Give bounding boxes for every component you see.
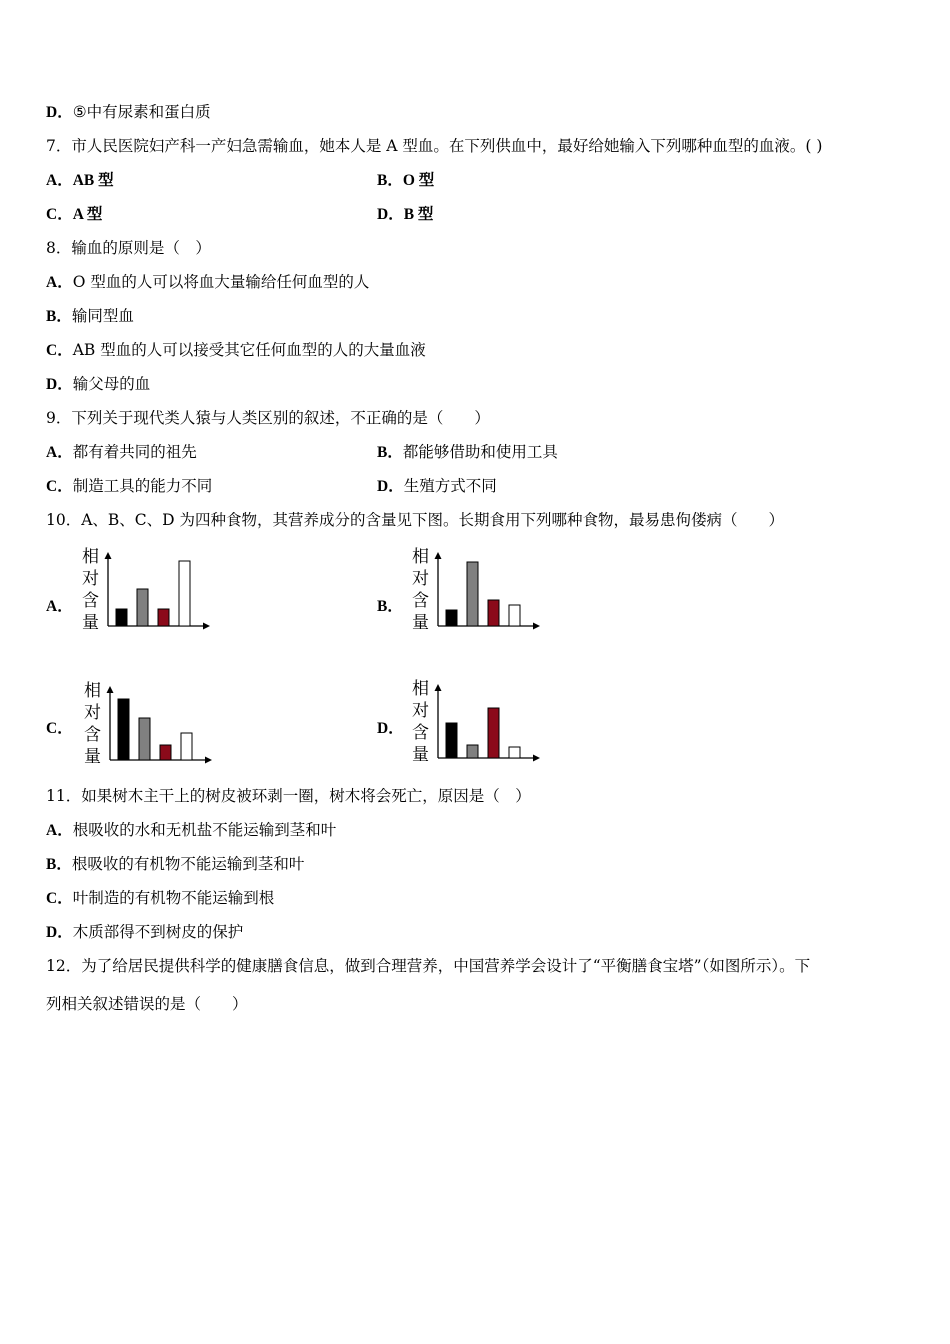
option-text: 制造工具的能力不同 — [72, 477, 213, 495]
option-text: 木质部得不到树皮的保护 — [72, 923, 244, 941]
axis-label-char: 对 — [84, 703, 101, 723]
bar-4 — [181, 733, 192, 760]
bar-4 — [509, 747, 520, 758]
y-axis-arrow — [105, 552, 112, 559]
option-text: ⑤中有尿素和蛋白质 — [72, 103, 211, 121]
bar-2 — [139, 718, 150, 760]
axis-label-char: 对 — [412, 569, 429, 589]
y-axis-arrow — [435, 552, 442, 559]
option-label: B． — [377, 172, 403, 189]
axis-label-char: 量 — [412, 745, 429, 765]
option-text: 生殖方式不同 — [403, 477, 497, 495]
axis-label-char: 相 — [412, 679, 429, 699]
option-text: B 型 — [403, 206, 434, 223]
bar-chart — [408, 678, 548, 766]
option-text: AB 型 — [72, 172, 114, 189]
q9-option-b — [377, 442, 558, 463]
axis-label-char: 含 — [412, 591, 429, 611]
q9-option-d — [377, 476, 497, 497]
option-text: 根吸收的水和无机盐不能运输到茎和叶 — [72, 821, 337, 839]
option-label: B． — [46, 308, 72, 325]
bar-chart — [78, 546, 218, 634]
axis-label-char: 含 — [84, 725, 101, 745]
chart-option-label-c: C． — [46, 720, 73, 737]
chart-a — [78, 546, 218, 638]
axis-label-char: 相 — [412, 547, 429, 567]
q8-stem: 8．输血的原则是（ ） — [46, 239, 211, 257]
q7-stem: 7．市人民医院妇产科一产妇急需输血，她本人是 A 型血。在下列供血中，最好给她输入下列哪种血型的血液。( ) — [46, 137, 823, 155]
chart-option-label-a: A． — [46, 598, 73, 615]
option-label: C． — [46, 342, 73, 359]
axis-label-char: 量 — [82, 613, 99, 633]
q11-option-d — [46, 922, 243, 943]
bar-4 — [509, 605, 520, 626]
option-label: D． — [377, 478, 404, 495]
option-label: B． — [377, 444, 403, 461]
bar-3 — [488, 600, 499, 626]
axis-label-char: 量 — [84, 747, 101, 767]
option-label: A． — [46, 172, 73, 189]
bar-3 — [158, 609, 169, 626]
option-label: D． — [46, 376, 73, 393]
axis-label-char: 含 — [82, 591, 99, 611]
chart-d — [408, 678, 548, 770]
chart-option-label-d: D． — [377, 720, 404, 737]
bar-1 — [446, 610, 457, 626]
y-axis-arrow — [435, 684, 442, 691]
q11-option-c — [46, 888, 274, 909]
axis-label-char: 对 — [412, 701, 429, 721]
option-text: 输父母的血 — [72, 375, 151, 393]
chart-c — [80, 680, 220, 772]
axis-label-char: 量 — [412, 613, 429, 633]
bar-chart — [80, 680, 220, 768]
option-label: C． — [46, 206, 73, 223]
bar-1 — [118, 699, 129, 760]
q7-option-a — [46, 170, 114, 191]
chart-option-label-b: B． — [377, 598, 403, 615]
q9-stem: 9．下列关于现代类人猿与人类区别的叙述，不正确的是（ ） — [46, 409, 490, 427]
bar-4 — [179, 561, 190, 626]
option-label: B． — [46, 856, 72, 873]
option-text: 叶制造的有机物不能运输到根 — [72, 889, 275, 907]
axis-label-char: 相 — [82, 547, 99, 567]
option-label: A． — [46, 822, 73, 839]
option-label: D． — [377, 206, 404, 223]
q10-stem: 10．A、B、C、D 为四种食物，其营养成分的含量见下图。长期食用下列哪种食物，最易患佝偻病（ ） — [46, 511, 785, 529]
axis-label-char: 含 — [412, 723, 429, 743]
bar-1 — [446, 723, 457, 758]
bar-1 — [116, 609, 127, 626]
x-axis-arrow — [203, 623, 210, 630]
option-label: C． — [46, 890, 73, 907]
bar-2 — [467, 562, 478, 626]
axis-label-char: 相 — [84, 681, 101, 701]
q12-stem-line1: 12．为了给居民提供科学的健康膳食信息，做到合理营养，中国营养学会设计了“平衡膳食宝塔”（如图所示）。下 — [46, 957, 811, 975]
option-label: A． — [46, 444, 73, 461]
q7-option-c — [46, 204, 102, 225]
bar-3 — [160, 745, 171, 760]
q9-option-c — [46, 476, 212, 497]
option-text: AB 型血的人可以接受其它任何血型的人的大量血液 — [72, 341, 426, 359]
q7-option-d — [377, 204, 433, 225]
y-axis-arrow — [107, 686, 114, 693]
q8-option-b — [46, 306, 134, 327]
bar-chart — [408, 546, 548, 634]
option-text: O 型 — [402, 172, 435, 189]
option-text: O 型血的人可以将血大量输给任何血型的人 — [72, 273, 370, 291]
option-label: D． — [46, 924, 73, 941]
q8-option-a — [46, 272, 369, 293]
option-label: A． — [46, 274, 73, 291]
chart-b — [408, 546, 548, 638]
option-label: D． — [46, 104, 73, 121]
option-label: C． — [46, 478, 73, 495]
bar-3 — [488, 708, 499, 758]
option-text: 根吸收的有机物不能运输到茎和叶 — [71, 855, 305, 873]
q11-option-b — [46, 854, 304, 875]
option-text: 都能够借助和使用工具 — [402, 443, 558, 461]
q8-option-c — [46, 340, 426, 361]
x-axis-arrow — [205, 757, 212, 764]
q9-option-a — [46, 442, 197, 463]
option-text: 都有着共同的祖先 — [72, 443, 197, 461]
q8-option-d — [46, 374, 150, 395]
q7-option-b — [377, 170, 434, 191]
q11-option-a — [46, 820, 336, 841]
q6-option-d — [46, 102, 211, 123]
option-text: A 型 — [72, 206, 103, 223]
x-axis-arrow — [533, 623, 540, 630]
q11-stem: 11．如果树木主干上的树皮被环剥一圈，树木将会死亡，原因是（ ） — [46, 787, 531, 805]
bar-2 — [467, 745, 478, 758]
x-axis-arrow — [533, 755, 540, 762]
bar-2 — [137, 589, 148, 626]
option-text: 输同型血 — [71, 307, 134, 325]
axis-label-char: 对 — [82, 569, 99, 589]
q12-stem-line2: 列相关叙述错误的是（ ） — [46, 995, 248, 1013]
